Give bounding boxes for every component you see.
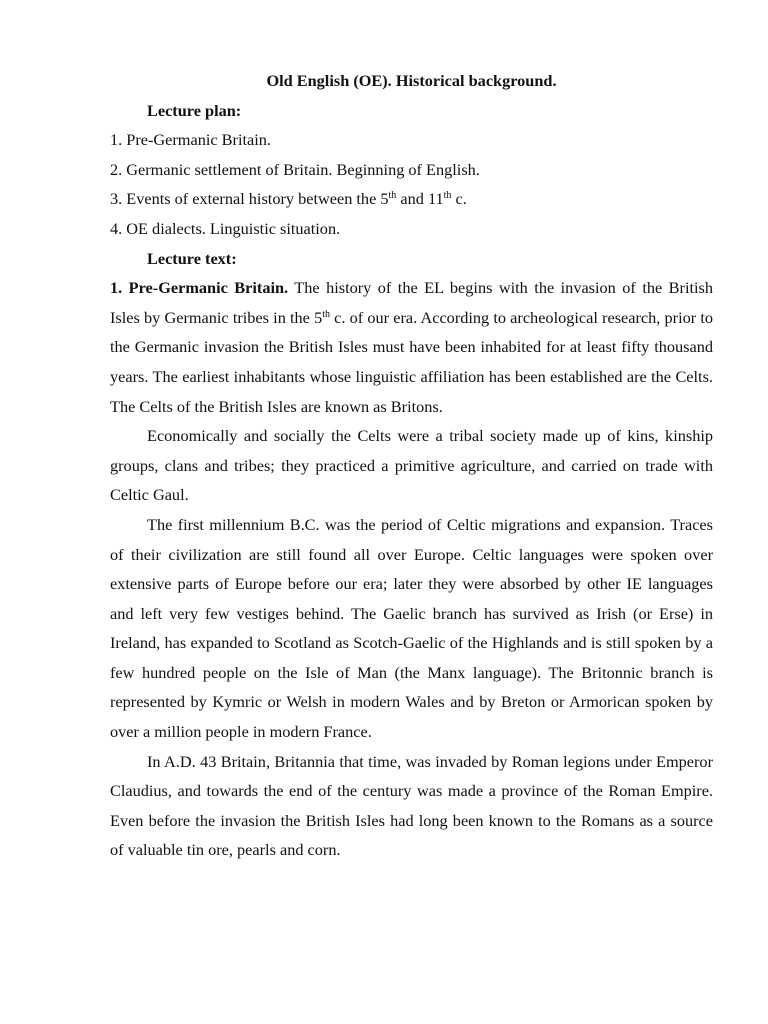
section-1-p1-text-b: c. of our era. According to archeological research, prior to the Germanic invasion the British Isles must have been inhabited for at least fifty thousand years. The earliest inhabitants whose linguistic affiliation has been established are the Celts. The Celts of the British Isles are known as Britons. <box>110 307 713 416</box>
section-1-paragraph-2: Economically and socially the Celts were a tribal society made up of kins, kinship groups, clans and tribes; they practiced a primitive agriculture, and carried on trade with Celtic Gaul. <box>110 426 713 505</box>
lecture-plan-heading: Lecture plan: <box>147 100 242 120</box>
section-1-p1-sup: th <box>322 308 330 320</box>
plan-item-2: 2. Germanic settlement of Britain. Beginning of English. <box>110 159 480 179</box>
document-page <box>110 66 713 865</box>
plan-item-3-sup-b: th <box>443 190 452 202</box>
plan-item-4: 4. OE dialects. Linguistic situation. <box>110 218 341 238</box>
plan-item-3-text-a: 3. Events of external history between the 5 <box>110 189 389 209</box>
document-title: Old English (OE). Historical background. <box>266 71 557 90</box>
plan-item-3-text-c: c. <box>451 189 467 209</box>
section-1-paragraph-1 <box>110 273 713 421</box>
plan-item-3-text-b: and 11 <box>396 189 444 209</box>
lecture-text-heading: Lecture text: <box>147 248 237 268</box>
section-1-paragraph-4: In A.D. 43 Britain, Britannia that time, was invaded by Roman legions under Emperor Claudius, and towards the end of the century was made a province of the Roman Empire. Even before the invasion the British Isles had long been known to the Romans as a source of valuable tin ore, pearls and corn. <box>110 751 713 860</box>
section-1-p1-text-a: The history of the EL begins with the invasion of the British Isles by Germanic tribes in the 5 <box>110 278 714 327</box>
section-1-paragraph-3: The first millennium B.C. was the period of Celtic migrations and expansion. Traces of their civilization are still found all over Europe. Celtic languages were spoken over extensive parts of Europe before our era; later they were absorbed by other IE languages and left very few vestiges behind. The Gaelic branch has survived as Irish (or Erse) in Ireland, has expanded to Scotland as Scotch-Gaelic of the Highlands and is still spoken by a few hundred people on the Isle of Man (the Manx language). The Britonnic branch is represented by Kymric or Welsh in modern Wales and by Breton or Armorican spoken by over a million people in modern France. <box>110 514 713 742</box>
section-1-heading: 1. Pre-Germanic Britain. <box>110 278 289 298</box>
plan-item-3 <box>110 184 713 214</box>
plan-item-3-sup-a: th <box>388 190 397 202</box>
plan-item-1: 1. Pre-Germanic Britain. <box>110 130 271 150</box>
